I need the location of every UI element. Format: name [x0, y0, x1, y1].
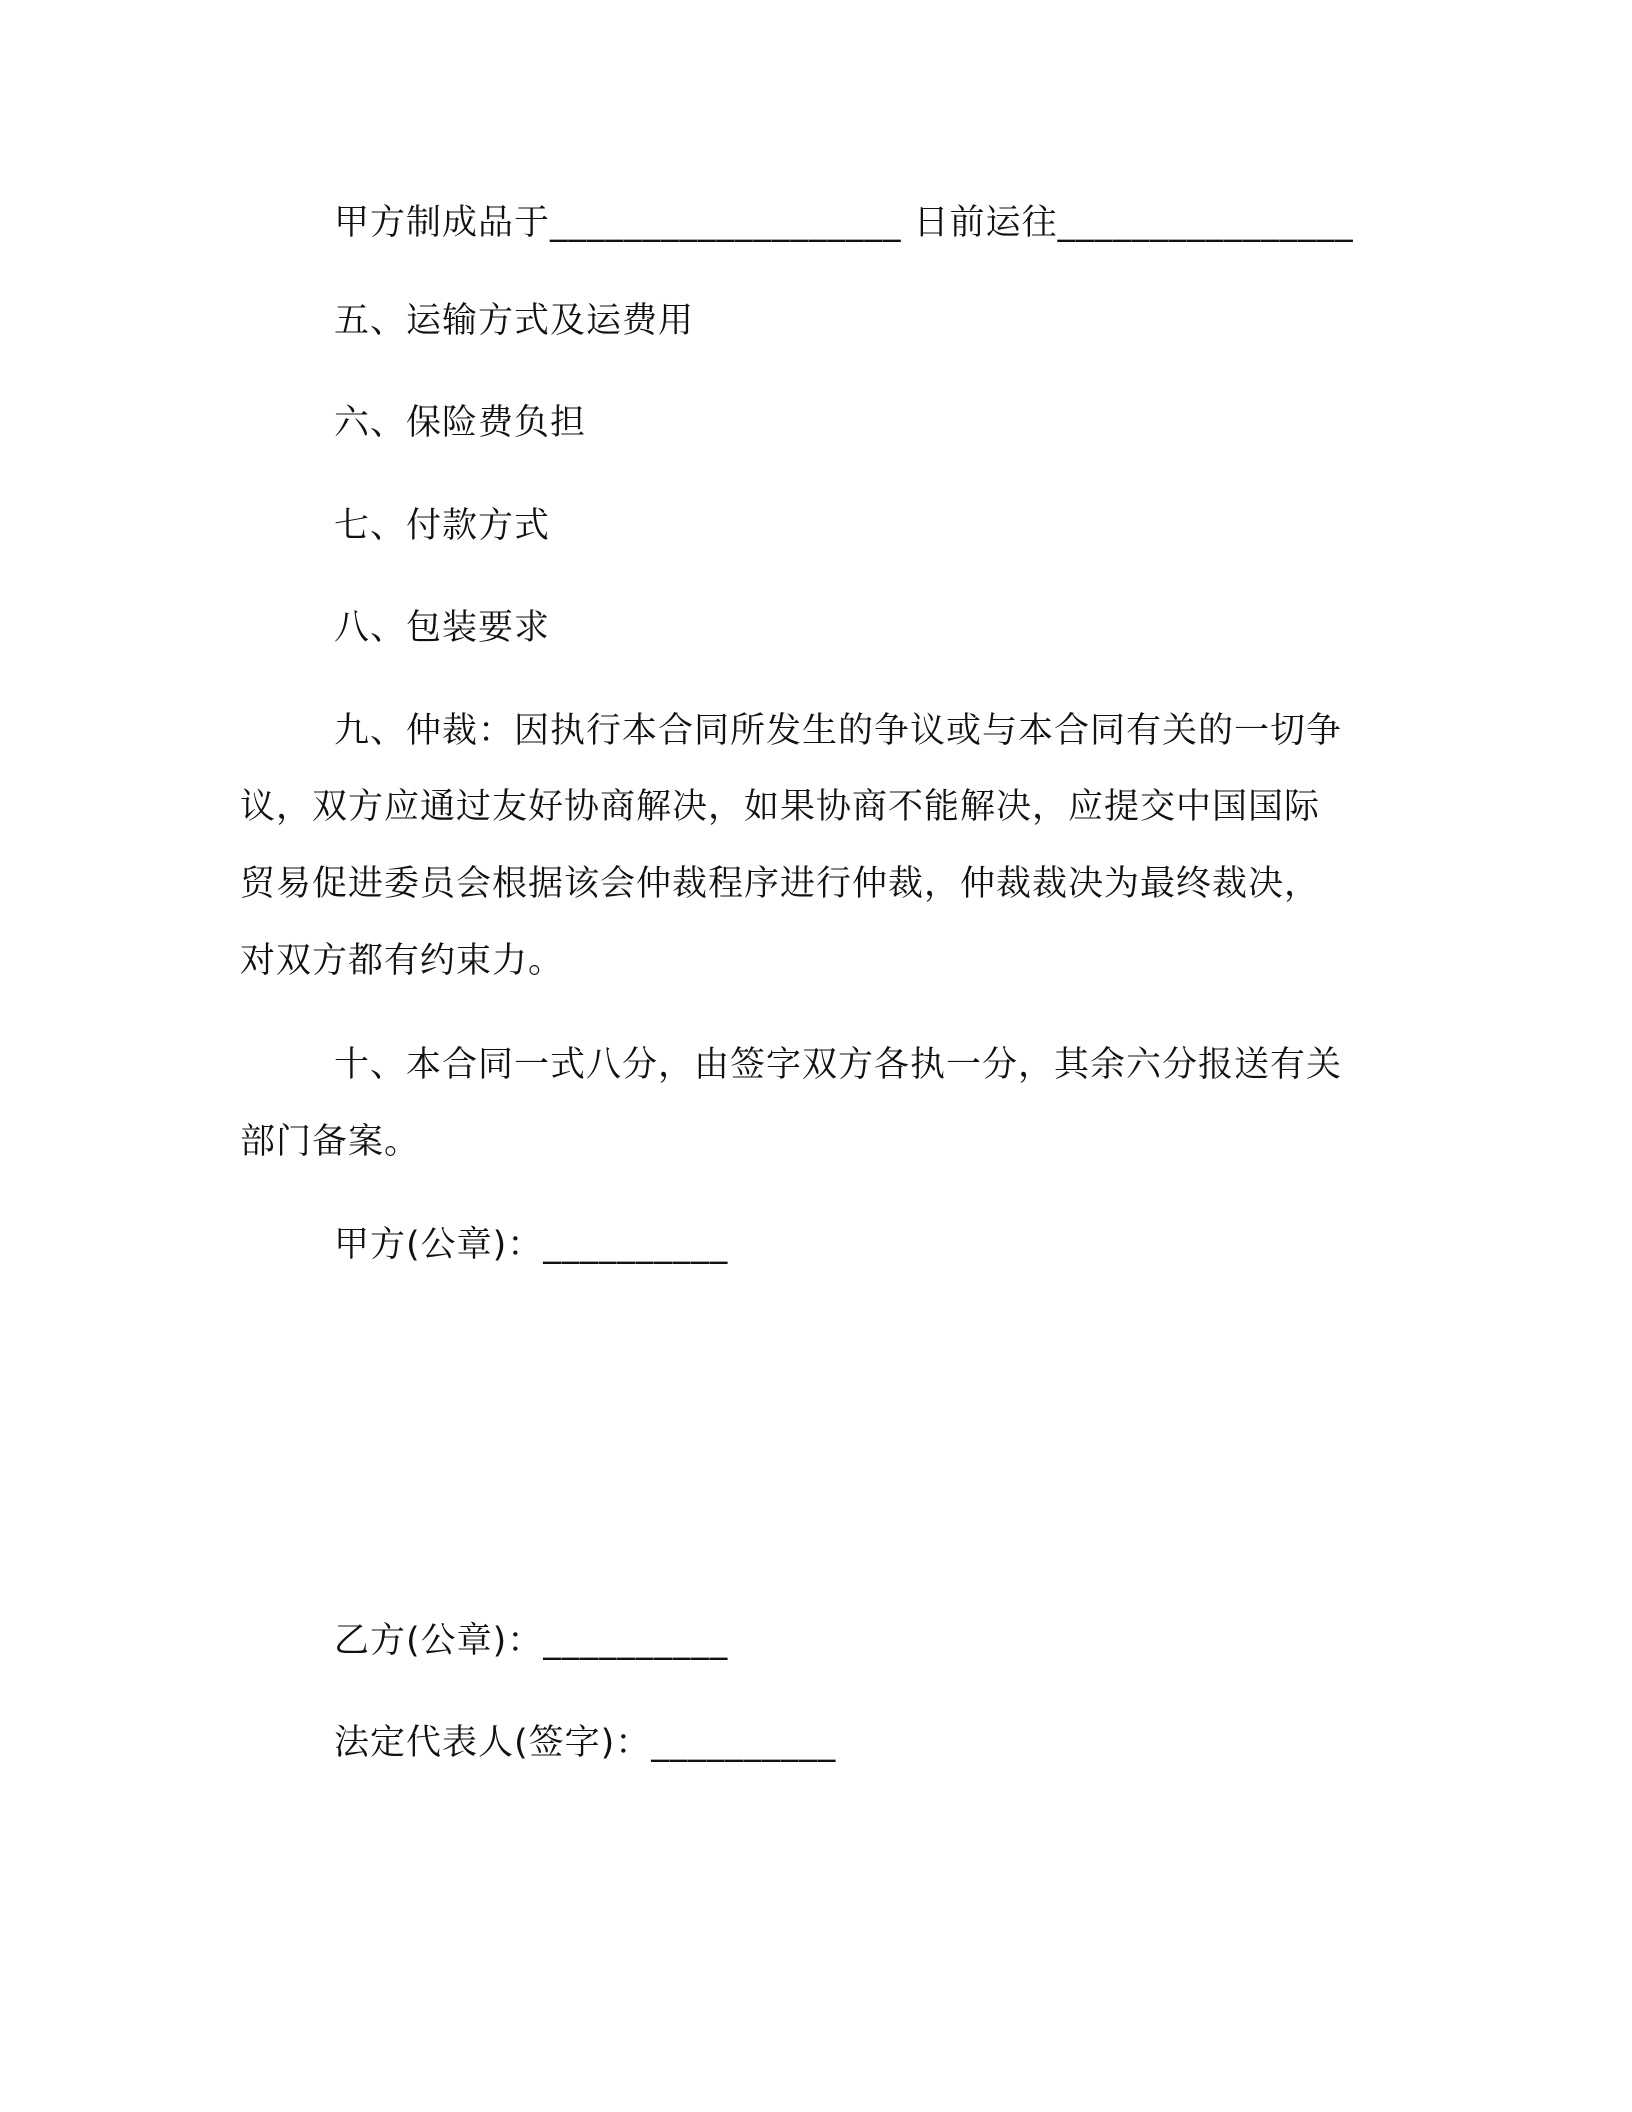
clause-10-copies-line-1: 十、本合同一式八分，由签字双方各执一分，其余六分报送有关 — [334, 1045, 1343, 1085]
clause-9-arbitration-line-2: 议，双方应通过友好协商解决，如果协商不能解决，应提交中国国际 — [240, 787, 1321, 827]
clause-9-arbitration-line-3: 贸易促进委员会根据该会仲裁程序进行仲裁，仲裁裁决为最终裁决， — [240, 864, 1321, 904]
clause-7-payment: 七、付款方式 — [334, 506, 551, 546]
party-b-seal-field: 乙方(公章)：__________ — [334, 1621, 729, 1661]
delivery-line: 甲方制成品于___________________ 日前运往________________ — [334, 203, 1354, 243]
clause-10-copies-line-2: 部门备案。 — [240, 1122, 421, 1162]
clause-6-insurance: 六、保险费负担 — [334, 403, 587, 443]
legal-representative-signature-field: 法定代表人(签字)：__________ — [334, 1723, 837, 1763]
party-a-seal-field: 甲方(公章)：__________ — [334, 1225, 729, 1265]
clause-5-transport: 五、运输方式及运费用 — [334, 301, 695, 341]
clause-9-arbitration-line-4: 对双方都有约束力。 — [240, 941, 565, 981]
clause-8-packaging: 八、包装要求 — [334, 608, 551, 648]
clause-9-arbitration-line-1: 九、仲裁：因执行本合同所发生的争议或与本合同有关的一切争 — [334, 711, 1343, 751]
